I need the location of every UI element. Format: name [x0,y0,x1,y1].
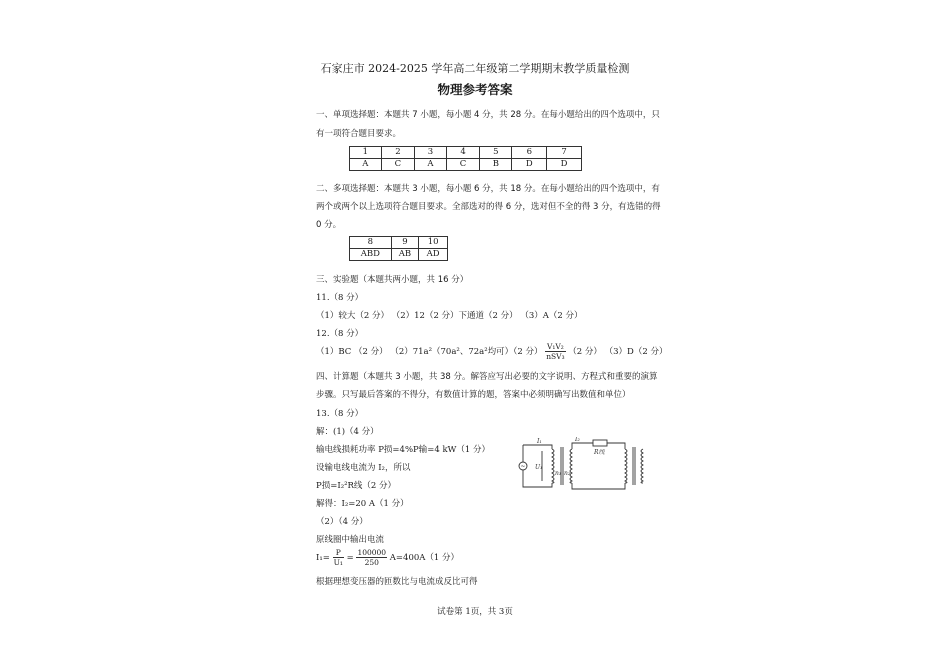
table-row-answers [350,249,448,261]
stepdown-coil-icon [625,449,627,483]
table-cell: ABD [350,249,392,261]
label-i1: I₁ [537,438,542,445]
fraction-numerator: V₁V₂ [546,342,564,351]
q13-label: 13.（8 分） [316,409,364,419]
equation-fraction-p-over-u [333,548,344,567]
table-cell: 7 [547,147,582,159]
label-u1: U₁ [535,464,543,471]
label-ac-source: ~ [520,463,526,470]
section4-text-line1: 四、计算题（本题共 3 小题，共 38 分。解答应写出必要的文字说明、方程式和重要的演算 [316,372,658,382]
primary-coil-icon [552,449,554,483]
label-n1: n₁ [555,470,562,477]
section2-text-line1: 二、多项选择题：本题共 3 小题，每小题 6 分，共 18 分。在每小题给出的四个选项中，有 [316,184,660,194]
table-cell: D [547,159,582,171]
fraction-numerator: 100000 [357,548,387,557]
q13-formula: P损=I₂²R线（2 分） [316,481,397,491]
q12-label: 12.（8 分） [316,329,364,339]
table-cell: D [512,159,547,171]
table-row-answers [350,159,582,171]
table-cell: 3 [415,147,447,159]
q12-fraction [545,342,565,361]
equation-rhs: A=400A（1 分） [389,553,460,563]
wire [572,443,593,449]
label-r-line: R线 [594,449,605,456]
section2-text-line2: 两个或两个以上选项符合题目要求。全部选对的得 6 分，选对但不全的得 3 分，有选错的得 [316,202,661,212]
answer-table-single-choice [349,146,582,171]
load-coil-icon [641,449,643,483]
equation-equals: = [346,553,354,563]
table-cell: AD [419,249,448,261]
equation-fraction-values [356,548,387,567]
label-i2: I₂ [575,437,580,443]
q11-answer: （1）较大（2 分） （2）12（2 分）下通道（2 分） （3）A（2 分） [316,311,583,321]
q13-primary-intro: 原线圈中输出电流 [316,535,385,545]
table-cell: 4 [446,147,479,159]
q12-answer-part-a: （1）BC （2 分） （2）71a²（70a²、72a²均可）（2 分） [316,347,543,357]
transmission-circuit-diagram [515,437,645,495]
page-footer: 试卷第 1页，共 3页 [437,607,513,617]
section1-text-line1: 一、单项选择题：本题共 7 小题，每小题 4 分，共 28 分。在每小题给出的四个选项中，只 [316,110,660,120]
secondary-coil-icon [570,449,572,483]
table-cell: 5 [480,147,512,159]
exam-title: 石家庄市 2024-2025 学年高二年级第二学期期末教学质量检测 [320,62,630,75]
q13-equation [316,548,459,567]
q13-conclusion: 根据理想变压器的匝数比与电流成反比可得 [316,577,478,587]
equation-lhs: I₁= [316,553,330,563]
q11-label: 11.（8 分） [316,293,364,303]
q13-solve: 解得：I₂=20 A（1 分） [316,499,409,509]
table-cell: 10 [419,237,448,249]
table-cell: 2 [381,147,414,159]
table-cell: A [350,159,382,171]
wire [523,445,552,449]
doc-title: 物理参考答案 [437,82,513,97]
fraction-denominator: nSV₃ [546,352,565,361]
q12-answer [316,342,667,361]
section2-text-line3: 0 分。 [316,220,342,230]
table-cell: 9 [391,237,419,249]
table-cell: C [381,159,414,171]
q13-part2: （2）（4 分） [316,517,368,527]
wire [572,483,625,489]
answer-table-multi-choice [349,236,448,261]
section4-text-line2: 步骤。只写最后答案的不得分，有数值计算的题，答案中必须明确写出数值和单位） [316,390,631,400]
table-cell: AB [391,249,419,261]
table-cell: C [446,159,479,171]
q13-current-intro: 设输电线电流为 I₂，所以 [316,463,411,473]
table-cell: 1 [350,147,382,159]
section3-heading: 三、实验题（本题共两小题，共 16 分） [316,275,469,285]
table-cell: A [415,159,447,171]
table-cell: 8 [350,237,392,249]
q13-loss-line: 输电线损耗功率 P损=4%P输=4 kW（1 分） [316,445,490,455]
wire [607,443,625,449]
q13-part1: 解：(1)（4 分） [316,427,379,437]
table-cell: 6 [512,147,547,159]
table-row-numbers [350,237,448,249]
table-cell: B [480,159,512,171]
table-row-numbers [350,147,582,159]
line-resistor-icon [593,440,607,446]
q12-answer-part-b: （2 分） （3）D（2 分） [568,347,668,357]
fraction-denominator: 250 [364,558,379,567]
fraction-denominator: U₁ [333,558,343,567]
section1-text-line2: 有一项符合题目要求。 [316,129,402,139]
label-n2: n₂ [564,470,571,477]
fraction-numerator: P [333,548,344,558]
